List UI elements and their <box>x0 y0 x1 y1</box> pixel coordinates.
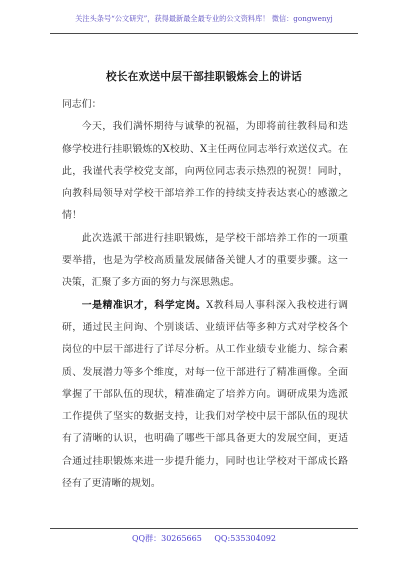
footer-divider <box>50 528 358 529</box>
document-title: 校长在欢送中层干部挂职锻炼会上的讲话 <box>105 71 303 83</box>
salutation: 同志们： <box>62 99 102 110</box>
paragraph-3-text: X教科局人事科深入我校进行调研，通过民主问询、个别谈话、业绩评估等多种方式对学校各个岗位的中层干部进行了详尽分析。从工作业绩专业能力、综合素质、发展潜力等多个维度，对每一位干部进行了精准画像。全面掌握了干部队伍的现状，精准确定了培养方向。调研成果为选派工作提供了坚实的数据支持，让我们对学校中层干部队伍的现状有了清晰的认识，也明确了哪些干部具备更大的发展空间，更适合通过挂职锻炼来进一步提升能力，同时也让学校对干部成长路径有了更清晰的规划。 <box>62 299 348 490</box>
paragraph-1 <box>62 116 348 227</box>
paragraph-2-text: 此次选派干部进行挂职锻炼，是学校干部培养工作的一项重要举措，也是为学校高质量发展储备关键人才的重要步骤。这一决策，汇聚了多方面的努力与深思熟虑。 <box>62 232 348 289</box>
document-body <box>62 94 348 495</box>
qq-number: QQ:535304092 <box>214 534 276 543</box>
qq-group-number: QQ群：30265665 <box>131 534 202 543</box>
header-banner: 关注头条号“公文研究”，获得最新最全最专业的公文资料库！ 微信：gongwenyj <box>75 14 333 23</box>
paragraph-3 <box>62 295 348 496</box>
footer-contacts <box>40 533 368 545</box>
header-divider <box>50 33 358 34</box>
paragraph-2 <box>62 228 348 295</box>
paragraph-3-lead: 一是精准识才，科学定岗。 <box>81 299 207 311</box>
paragraph-1-text: 今天，我们满怀期待与诚挚的祝福，为即将前往教科局和迭修学校进行挂职锻炼的X校助、X主任两位同志举行欢送仪式。在此，我谨代表学校党支部，向两位同志表示热烈的祝贺！同时，向教科局领导对学校干部培养工作的持续支持表达衷心的感激之情！ <box>62 121 348 222</box>
